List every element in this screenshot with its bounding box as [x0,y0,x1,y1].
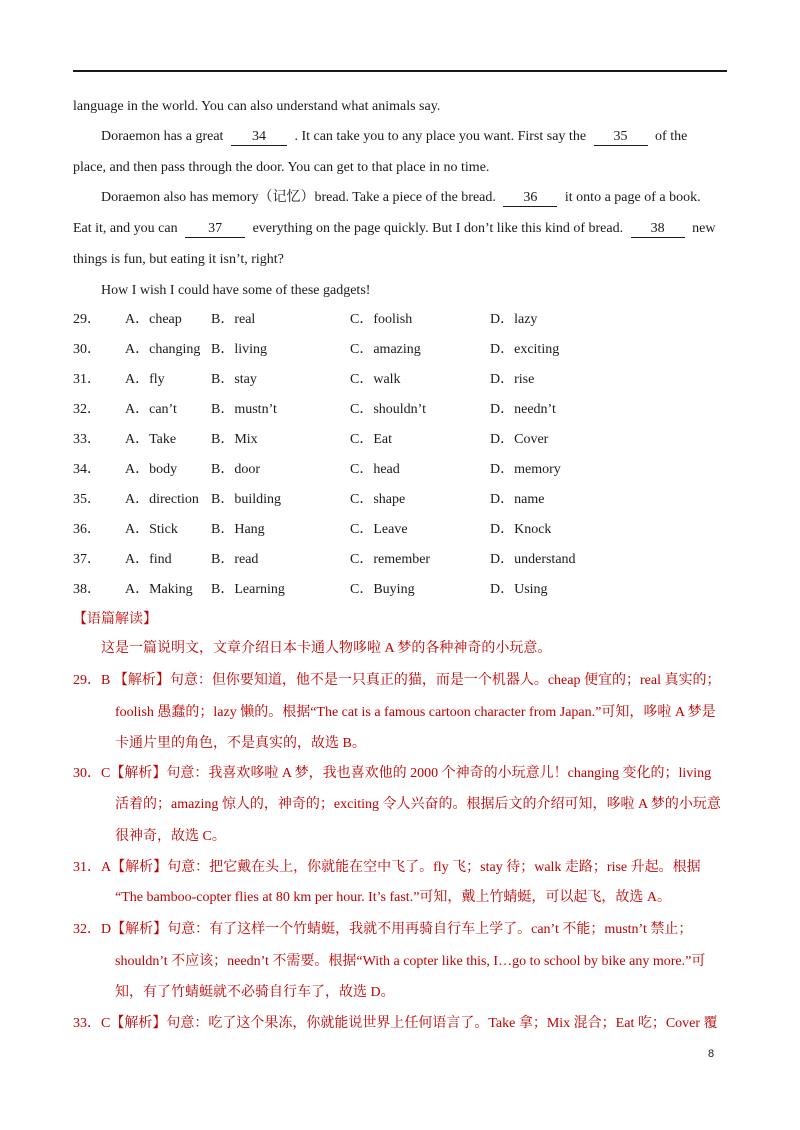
analysis-q29-line: 29．B 【解析】句意：但你要知道，他不是一只真正的猫，而是一个机器人。cheap 便宜的；real 真实的； [73,673,721,688]
analysis-q32-line: shouldn’t 不应该；needn’t 不需要。根据“With a copter like this, I…go to school by bike any more.”可 [115,954,706,969]
question-number: 38． [73,582,101,597]
option-b: B．door [211,462,260,477]
option-b: B．real [211,312,256,327]
question-number: 33． [73,432,101,447]
option-a: A．find [125,552,172,567]
option-b: B．Hang [211,522,265,537]
option-row-29 [73,310,733,330]
passage-line [101,188,701,208]
option-c: C．remember [350,552,431,567]
page-number: 8 [708,1048,715,1060]
passage-text: Doraemon has a great [101,129,224,144]
passage-text: everything on the page quickly. But I don’t like this kind of bread. [252,221,624,236]
blank-34: 34 [231,129,287,146]
passage-line: things is fun, but eating it isn’t, right? [73,252,284,267]
option-c: C．Eat [350,432,392,447]
option-d: D．memory [490,462,561,477]
analysis-q31-line: “The bamboo-copter flies at 80 km per hour. It’s fast.”可知，戴上竹蜻蜓，可以起飞，故选 A。 [115,890,672,905]
passage-text: Eat it, and you can [73,221,178,236]
analysis-q32-line: 知，有了竹蜻蜓就不必骑自行车了，故选 D。 [115,985,395,1000]
option-c: C．head [350,462,400,477]
passage-text: Doraemon also has memory（记忆）bread. Take a piece of the bread. [101,190,496,205]
passage-line: language in the world. You can also understand what animals say. [73,99,441,114]
option-d: D．rise [490,372,535,387]
analysis-q33-line: 33．C【解析】句意：吃了这个果冻，你就能说世界上任何语言了。Take 拿；Mix 混合；Eat 吃；Cover 覆 [73,1016,718,1031]
blank-36: 36 [503,190,557,207]
option-b: B．Learning [211,582,285,597]
option-c: C．shape [350,492,406,507]
analysis-q32-line: 32．D【解析】句意：有了这样一个竹蜻蜓，我就不用再骑自行车上学了。can’t 不能；mustn’t 禁止； [73,922,693,937]
option-d: D．lazy [490,312,538,327]
option-a: A．changing [125,342,201,357]
option-row-33 [73,430,733,450]
question-number: 36． [73,522,101,537]
analysis-q30-line: 活着的；amazing 惊人的，神奇的；exciting 令人兴奋的。根据后文的介绍可知，哆啦 A 梦的小玩意 [115,797,721,812]
passage-line [73,219,715,239]
question-number: 37． [73,552,101,567]
option-d: D．Cover [490,432,549,447]
blank-37: 37 [185,221,245,238]
option-b: B．stay [211,372,257,387]
option-a: A．Making [125,582,193,597]
analysis-q30-line: 30．C【解析】句意：我喜欢哆啦 A 梦，我也喜欢他的 2000 个神奇的小玩意儿！changing 变化的；living [73,766,712,781]
analysis-q29-line: foolish 愚蠢的；lazy 懒的。根据“The cat is a famous cartoon character from Japan.”可知，哆啦 A 梦是 [115,705,716,720]
option-a: A．can’t [125,402,177,417]
option-b: B．mustn’t [211,402,277,417]
analysis-heading: 【语篇解读】 [73,612,157,627]
passage-line: How I wish I could have some of these gadgets! [101,283,371,298]
option-b: B．building [211,492,282,507]
question-number: 32． [73,402,101,417]
option-b: B．Mix [211,432,258,447]
option-b: B．read [211,552,259,567]
option-row-32 [73,400,733,420]
option-c: C．walk [350,372,401,387]
option-d: D．needn’t [490,402,556,417]
option-row-31 [73,370,733,390]
blank-35: 35 [594,129,648,146]
option-c: C．shouldn’t [350,402,426,417]
option-row-36 [73,520,733,540]
question-number: 31． [73,372,101,387]
option-d: D．name [490,492,545,507]
option-a: A．cheap [125,312,182,327]
option-c: C．foolish [350,312,413,327]
option-row-35 [73,490,733,510]
option-b: B．living [211,342,268,357]
option-row-34 [73,460,733,480]
option-a: A．direction [125,492,199,507]
question-number: 34． [73,462,101,477]
option-c: C．Leave [350,522,408,537]
question-number: 29． [73,312,101,327]
option-a: A．Stick [125,522,178,537]
analysis-q30-line: 很神奇，故选 C。 [115,829,226,844]
option-row-37 [73,550,733,570]
option-d: D．Using [490,582,548,597]
header-rule [73,70,727,72]
passage-text: it onto a page of a book. [564,190,701,205]
passage-text: of the [655,129,688,144]
question-number: 35． [73,492,101,507]
passage-line [101,127,687,147]
option-d: D．exciting [490,342,560,357]
option-c: C．amazing [350,342,421,357]
option-c: C．Buying [350,582,415,597]
passage-text: new [692,221,716,236]
blank-38: 38 [631,221,685,238]
option-row-30 [73,340,733,360]
option-a: A．Take [125,432,177,447]
passage-text: . It can take you to any place you want. First say the [294,129,587,144]
option-a: A．fly [125,372,165,387]
question-number: 30． [73,342,101,357]
option-a: A．body [125,462,178,477]
option-d: D．Knock [490,522,552,537]
option-row-38 [73,580,733,600]
option-d: D．understand [490,552,576,567]
analysis-q29-line: 卡通片里的角色，不是真实的，故选 B。 [115,736,366,751]
analysis-summary: 这是一篇说明文，文章介绍日本卡通人物哆啦 A 梦的各种神奇的小玩意。 [101,641,552,656]
analysis-q31-line: 31．A【解析】句意：把它戴在头上，你就能在空中飞了。fly 飞；stay 待；walk 走路；rise 升起。根据 [73,860,701,875]
passage-line: place, and then pass through the door. You can get to that place in no time. [73,160,490,175]
